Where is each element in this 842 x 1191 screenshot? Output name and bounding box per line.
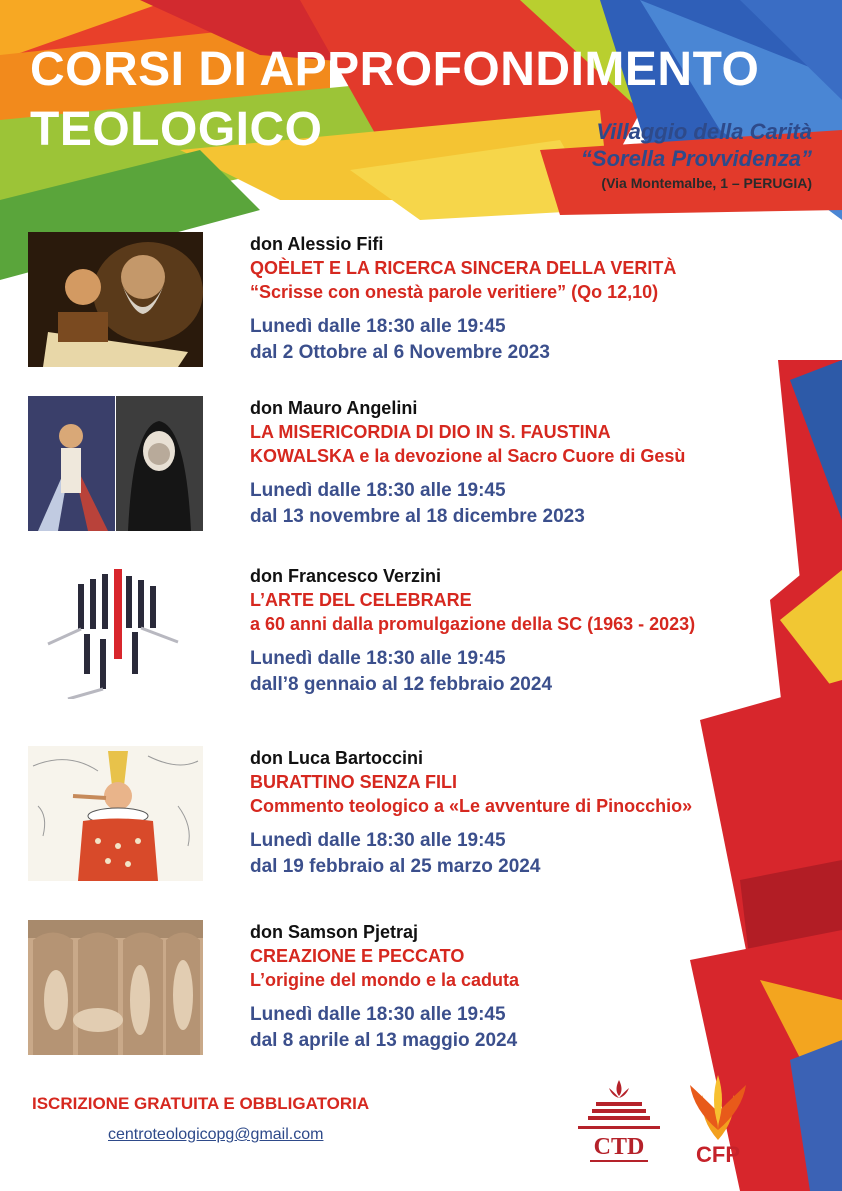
course-schedule: Lunedì dalle 18:30 alle 19:45 (250, 316, 506, 337)
title-line-1: CORSI DI APPROFONDIMENTO (30, 43, 760, 96)
course-dates: dal 8 aprile al 13 maggio 2024 (250, 1030, 518, 1051)
course-title: QOÈLET E LA RICERCA SINCERA DELLA VERITÀ (250, 258, 677, 278)
course-speaker: don Samson Pjetraj (250, 922, 419, 942)
course-info (250, 920, 810, 1054)
course-speaker: don Alessio Fifi (250, 234, 384, 254)
cfp-logo (680, 1070, 756, 1174)
course-dates: dal 19 febbraio al 25 marzo 2024 (250, 856, 541, 877)
course-schedule: Lunedì dalle 18:30 alle 19:45 (250, 830, 506, 851)
course-dates: dal 13 novembre al 18 dicembre 2023 (250, 506, 585, 527)
contact-email-link[interactable]: centroteologicopg@gmail.com (108, 1126, 324, 1143)
course-info (250, 232, 810, 366)
course-image-qoelet (28, 232, 203, 367)
course-image-figures (28, 564, 203, 699)
registration-note: ISCRIZIONE GRATUITA E OBBLIGATORIA (32, 1094, 370, 1113)
course-speaker: don Luca Bartoccini (250, 748, 424, 768)
course-subtitle: L’origine del mondo e la caduta (250, 970, 520, 990)
course-image-pinocchio (28, 746, 203, 881)
ctd-logo-text: CTD (593, 1134, 645, 1160)
title-line-2: TEOLOGICO (30, 103, 323, 156)
course-title: CREAZIONE E PECCATO (250, 946, 465, 966)
course-title: L’ARTE DEL CELEBRARE (250, 590, 472, 610)
course-subtitle: Commento teologico a «Le avventure di Pinocchio» (250, 796, 693, 816)
course-info (250, 564, 810, 698)
course-subtitle: “Scrisse con onestà parole veritiere” (Qo 12,10) (250, 282, 659, 302)
ctd-logo (574, 1078, 664, 1174)
cfp-logo-text: CFP (696, 1142, 740, 1167)
course-speaker: don Francesco Verzini (250, 566, 442, 586)
venue-address: (Via Montemalbe, 1 – PERUGIA) (601, 175, 812, 191)
course-schedule: Lunedì dalle 18:30 alle 19:45 (250, 648, 506, 669)
course-title: BURATTINO SENZA FILI (250, 772, 457, 792)
course-dates: dal 2 Ottobre al 6 Novembre 2023 (250, 342, 550, 363)
course-info (250, 746, 810, 880)
course-image-relief (28, 920, 203, 1055)
venue-block (581, 118, 812, 191)
course-subtitle: a 60 anni dalla promulgazione della SC (1963 - 2023) (250, 614, 696, 634)
course-speaker: don Mauro Angelini (250, 398, 418, 418)
course-info (250, 396, 810, 530)
venue-subname: “Sorella Provvidenza” (580, 146, 812, 171)
course-title: LA MISERICORDIA DI DIO IN S. FAUSTINA (250, 422, 611, 442)
course-image-faustina (28, 396, 203, 531)
course-schedule: Lunedì dalle 18:30 alle 19:45 (250, 1004, 506, 1025)
venue-name: Villaggio della Carità (596, 119, 812, 144)
course-subtitle: KOWALSKA e la devozione al Sacro Cuore di Gesù (250, 446, 686, 466)
course-schedule: Lunedì dalle 18:30 alle 19:45 (250, 480, 506, 501)
course-dates: dall’8 gennaio al 12 febbraio 2024 (250, 674, 553, 695)
